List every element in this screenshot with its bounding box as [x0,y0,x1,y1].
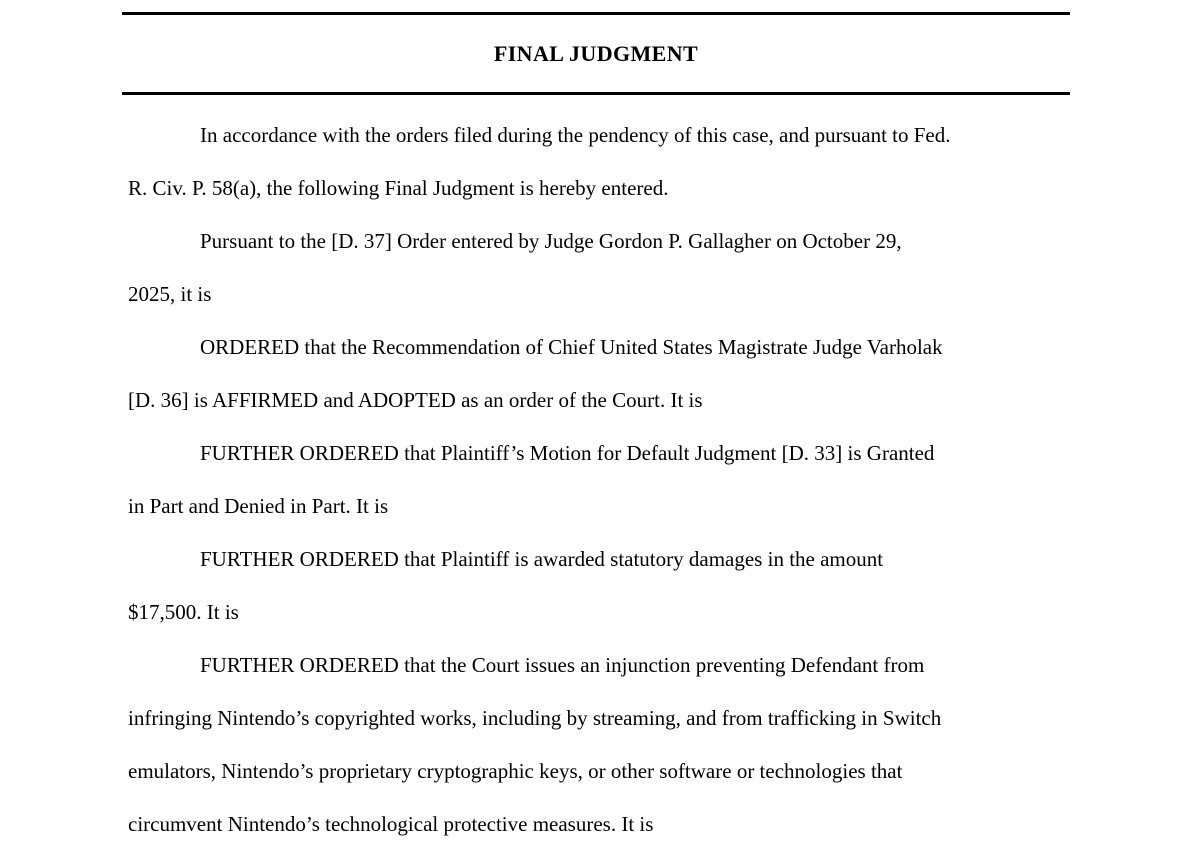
paragraph [128,215,1078,321]
paragraph-line: 2025, it is [128,282,212,306]
document-body [128,109,1078,851]
paragraph-line: In accordance with the orders filed during the pendency of this case, and pursuant to Fed. [200,123,951,147]
paragraph-line: circumvent Nintendo’s technological protective measures. It is [128,812,654,836]
document-title: FINAL JUDGMENT [493,40,699,66]
paragraph-line: in Part and Denied in Part. It is [128,494,389,518]
horizontal-rule-bottom [122,92,1070,95]
paragraph-line: emulators, Nintendo’s proprietary cryptographic keys, or other software or technologies that [128,759,903,783]
paragraph-line: FURTHER ORDERED that the Court issues an injunction preventing Defendant from [200,653,925,677]
paragraph [128,639,1078,851]
paragraph-line: FURTHER ORDERED that Plaintiff is awarded statutory damages in the amount [200,547,884,571]
paragraph-line: ORDERED that the Recommendation of Chief United States Magistrate Judge Varholak [200,335,943,359]
title-block [122,15,1070,92]
paragraph-line: $17,500. It is [128,600,239,624]
paragraph-line: FURTHER ORDERED that Plaintiff’s Motion for Default Judgment [D. 33] is Granted [200,441,935,465]
paragraph-line: Pursuant to the [D. 37] Order entered by Judge Gordon P. Gallagher on October 29, [200,229,902,253]
paragraph-line: infringing Nintendo’s copyrighted works, including by streaming, and from trafficking in Switch [128,706,942,730]
paragraph-line: [D. 36] is AFFIRMED and ADOPTED as an order of the Court. It is [128,388,703,412]
paragraph [128,321,1078,427]
paragraph [128,109,1078,215]
paragraph-line: R. Civ. P. 58(a), the following Final Judgment is hereby entered. [128,176,669,200]
paragraph [128,533,1078,639]
paragraph [128,427,1078,533]
